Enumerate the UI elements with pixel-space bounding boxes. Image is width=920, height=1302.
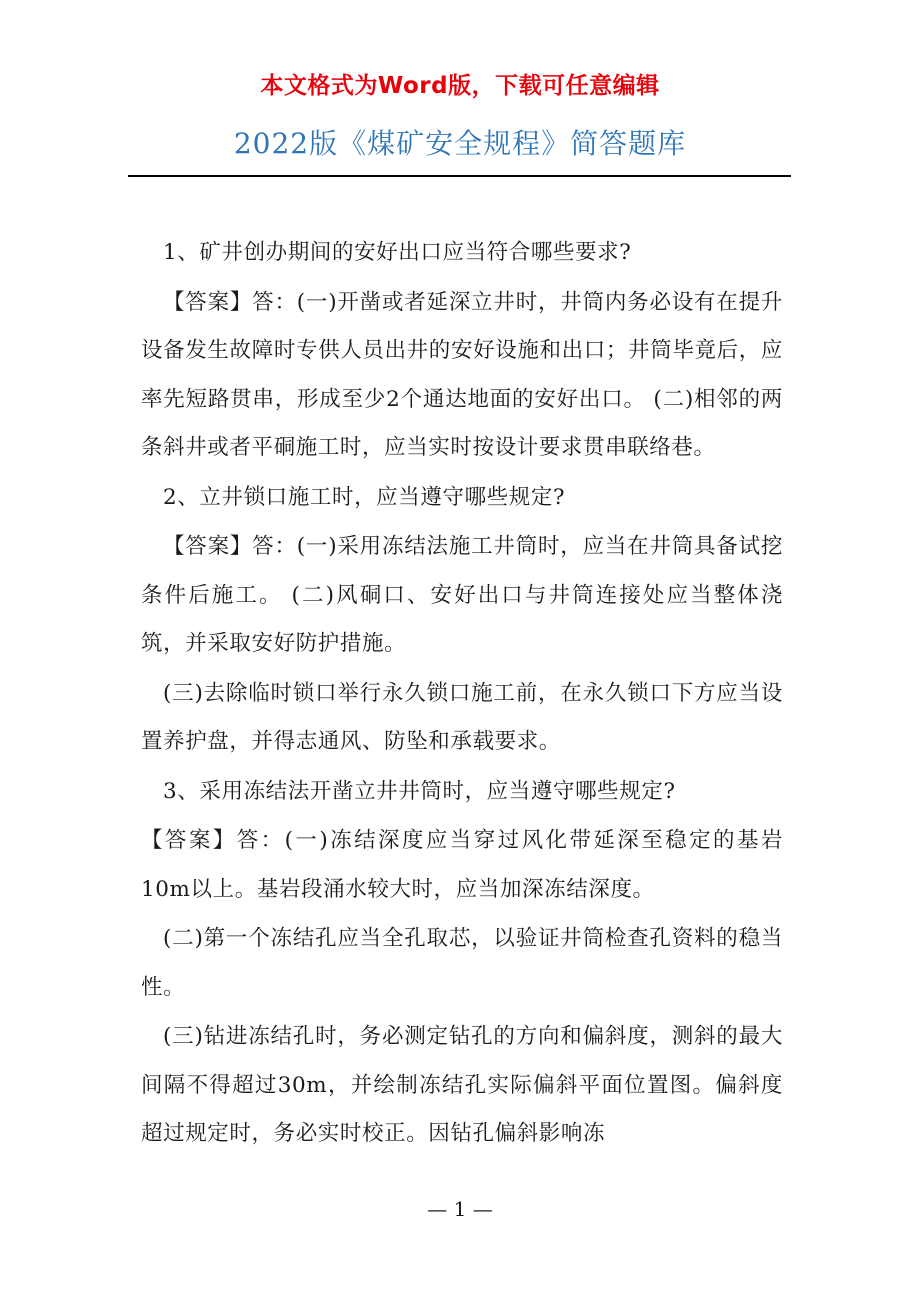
document-title: 2022版《煤矿安全规程》简答题库 xyxy=(233,127,687,160)
question-2: 2、立井锁口施工时，应当遵守哪些规定? xyxy=(163,484,566,510)
question-3: 3、采用冻结法开凿立井井筒时，应当遵守哪些规定? xyxy=(163,778,676,804)
answer-3-part-3: (三)钻进冻结孔时，务必测定钻孔的方向和偏斜度，测斜的最大间隔不得超过30m，并绘制冻结孔实际偏斜平面位置图。偏斜度超过规定时，务必实时校正。因钻孔偏斜影响冻 xyxy=(141,1024,783,1146)
answer-2: 【答案】答：(一)采用冻结法施工井筒时，应当在井筒具备试挖条件后施工。 (二)风硐口、安好出口与井筒连接处应当整体浇筑，并采取安好防护措施。 xyxy=(141,534,783,656)
answer-3: 【答案】答：(一)冻结深度应当穿过风化带延深至稳定的基岩10m以上。基岩段涌水较大时，应当加深冻结深度。 xyxy=(141,828,783,902)
title-divider xyxy=(128,175,791,177)
document-body xyxy=(141,229,783,1160)
page-number: — 1 — xyxy=(427,1197,493,1221)
answer-3-part-2: (二)第一个冻结孔应当全孔取芯，以验证井筒检查孔资料的稳当性。 xyxy=(141,926,783,1000)
word-format-notice: 本文格式为Word版，下载可任意编辑 xyxy=(260,73,660,99)
question-1: 1、矿井创办期间的安好出口应当符合哪些要求? xyxy=(163,240,632,265)
answer-2-part-3: (三)去除临时锁口举行永久锁口施工前，在永久锁口下方应当设置养护盘，并得志通风、防坠和承载要求。 xyxy=(141,680,783,754)
answer-1: 【答案】答：(一)开凿或者延深立井时，井筒内务必设有在提升设备发生故障时专供人员出井的安好设施和出口；井筒毕竟后，应率先短路贯串，形成至少2个通达地面的安好出口。 (二)相邻的两条斜井或者平硐施工时，应当实时按设计要求贯串联络巷。 xyxy=(141,289,783,460)
